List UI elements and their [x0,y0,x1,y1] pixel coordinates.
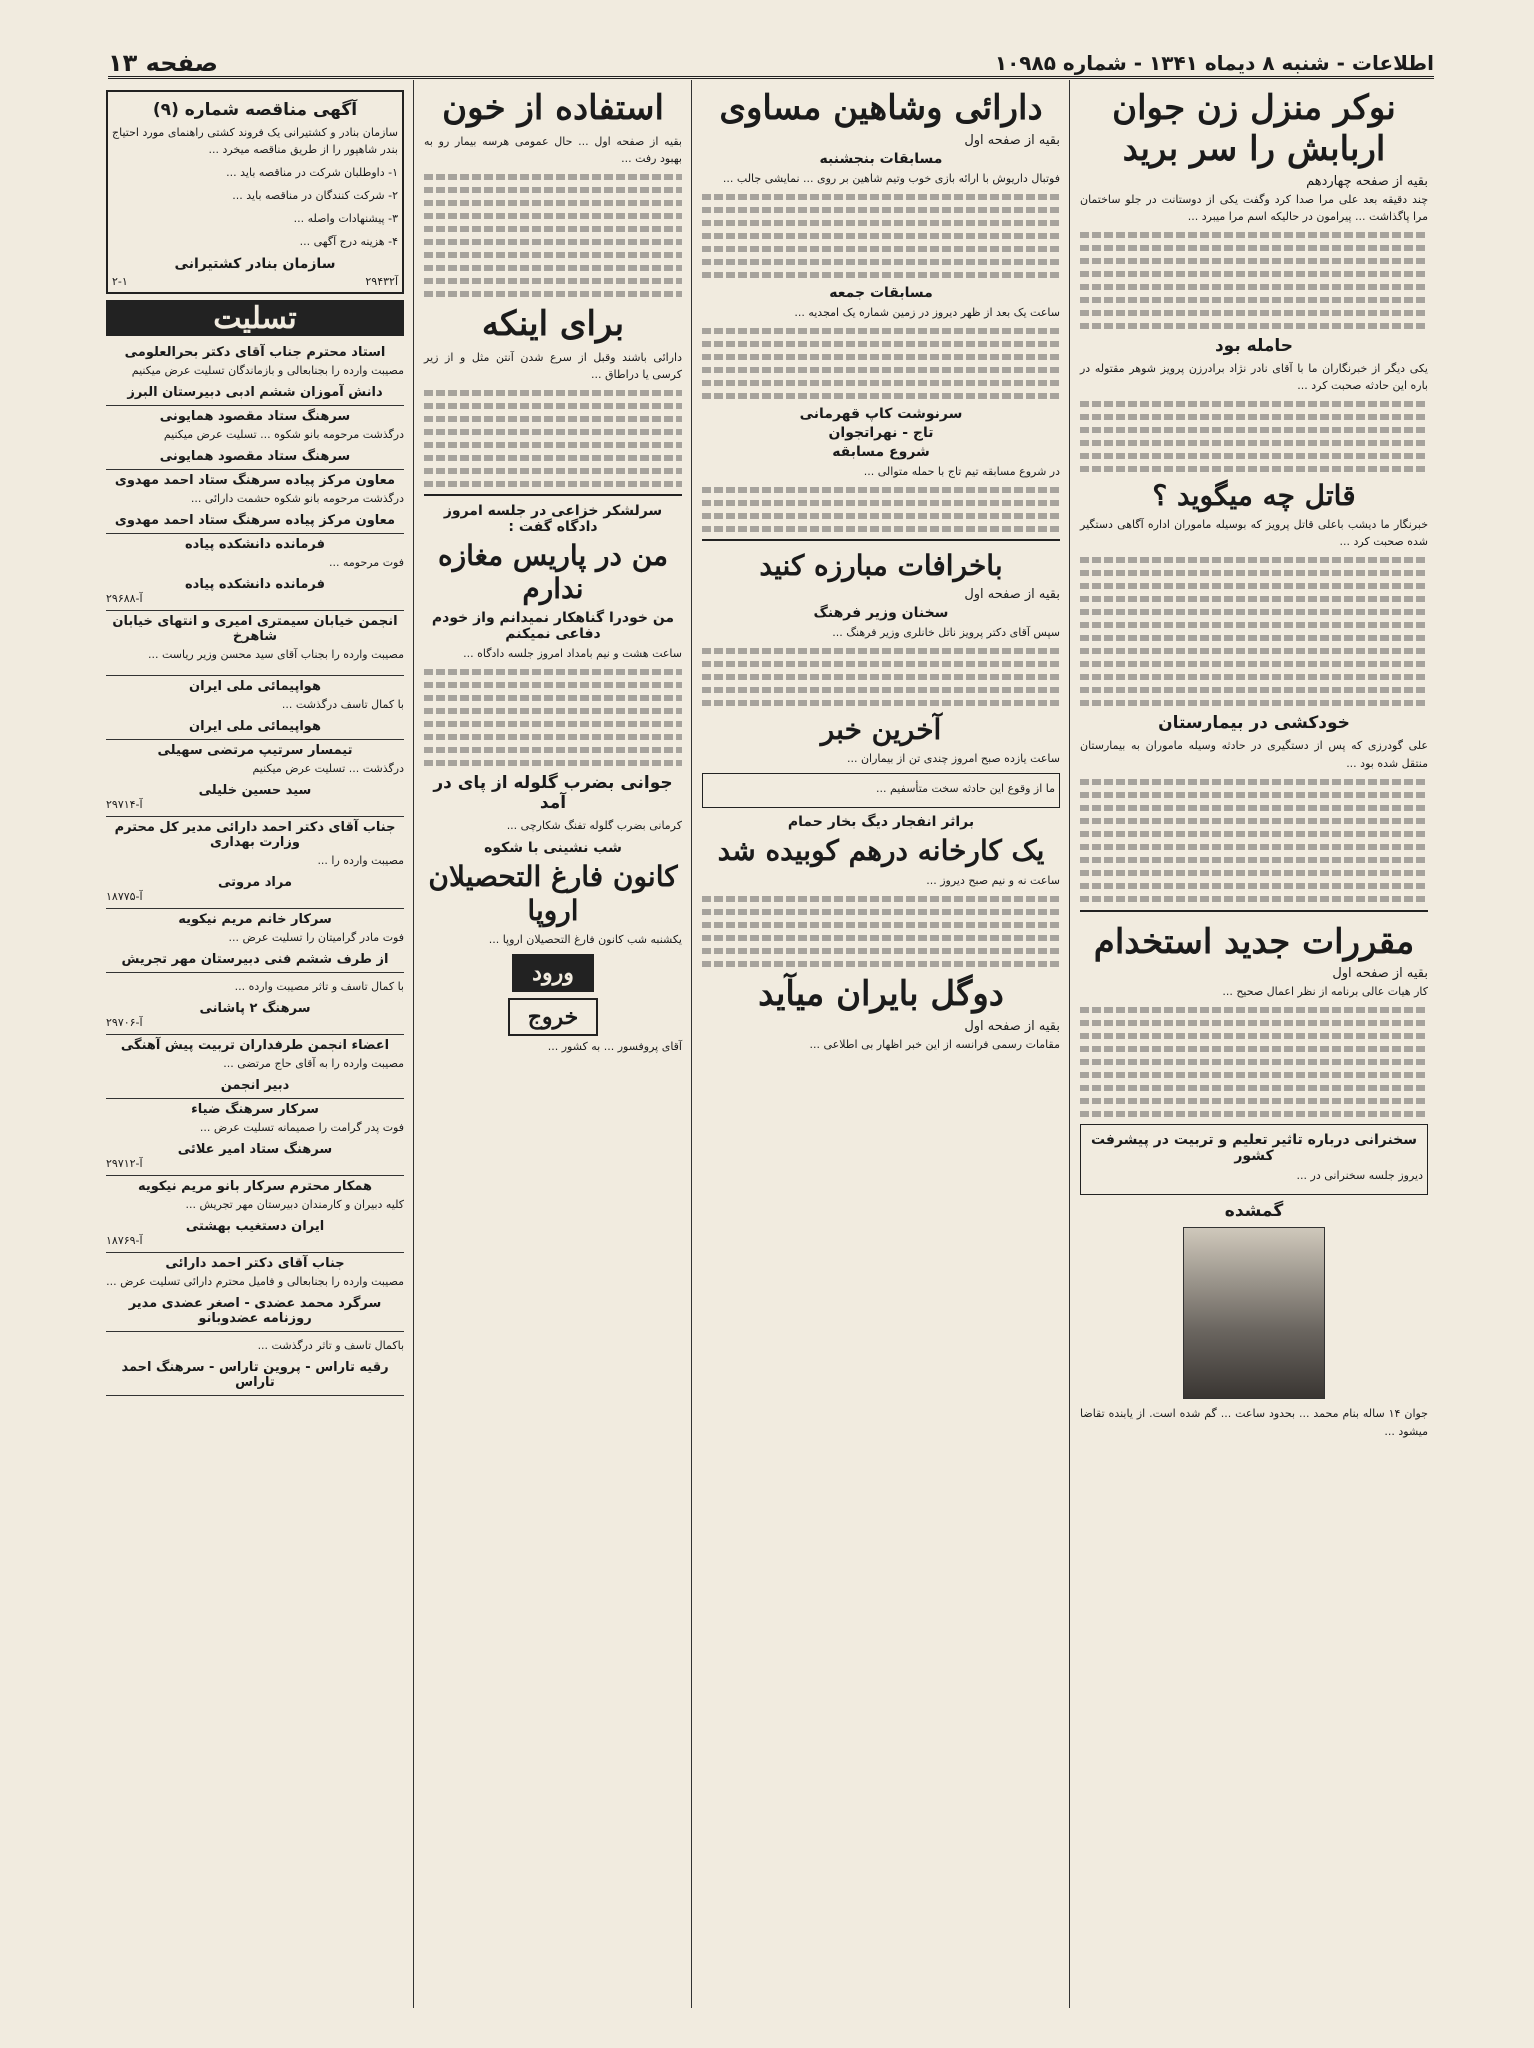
sports-sub-friday: مسابقات جمعه [829,284,933,301]
superstition-kicker: بقیه از صفحه اول [964,586,1060,602]
trial-kicker: سرلشکر خزاعی در جلسه امروز دادگاه گفت : [443,502,663,535]
tender-point-2: ۲- شرکت کنندگان در مناقصه باید ... [232,189,398,203]
condolence-notice-ref: آ-۲۹۶۸۸ [106,592,143,606]
trial-subhead: من خودرا گناهکار نمیدانم واز خودم دفاعی نمیکنم [431,609,675,642]
condolence-notice-title: سرهنگ ستاد مقصود همایونی [159,409,351,425]
tender-point-3: ۳- پیشنهادات واصله ... [293,212,398,226]
column-blood-and-trial [418,80,688,2008]
arrivals-badge: ورود [512,954,594,992]
lecture-box [1080,1124,1428,1195]
condolence-notice [106,1332,404,1396]
condolence-notice-signature: مراد مروتی [217,874,293,890]
missing-person-photo [1183,1227,1325,1399]
condolence-notice-signature: رقیه تاراس - پروین تاراس - سرهنگ احمد تاراس [121,1359,389,1390]
bullet-body: کرمانی بضرب گلوله تفنگ شکارچی ... [506,819,682,833]
factory-body: ساعت نه و نیم صبح دیروز ... [926,873,1060,887]
superstition-sub: سخنان وزیر فرهنگ [813,604,949,621]
condolence-notice-title: جناب آقای دکتر احمد دارائی [165,1255,345,1271]
tender-body: سازمان بنادر و کشتیرانی یک فروند کشتی راهنمای مورد احتیاج بندر شاهپور را از طریق مناقصه میخرد ... [112,126,398,157]
club-body: یکشنبه شب کانون فارغ التحصیلان اروپا ... [488,933,682,947]
condolence-banner: تسلیت [106,300,404,336]
tender-title: آگهی مناقصه شماره (۹) [152,100,358,120]
lead-body: چند دقیقه بعد علی مرا صدا کرد وگفت یکی از دوستانت در جلو ساختمان مرا پاگذاشت ... پیرامون در حالیکه اسم مرا میبرد ... [1080,192,1428,223]
condolence-notice [106,406,404,470]
lecture-headline: سخنرانی درباره تاثیر تعلیم و تربیت در پیشرفت کشور [1090,1132,1418,1165]
masthead [108,50,1434,79]
subhead-hospital-suicide: خودکشی در بیمارستان [1158,713,1350,734]
condolence-notice [106,1035,404,1099]
blood-body: بقیه از صفحه اول ... حال عمومی هرسه بیمار رو به بهبود رفت ... [424,134,682,165]
subhead-killer-body: خبرنگار ما دیشب باعلی قاتل پرویز که بوسیله ماموران اداره آگاهی دستگیر شده صحبت کرد ... [1080,518,1428,549]
superstition-headline: باخرافات مبارزه کنید [759,548,1003,582]
condolence-notice-signature: ایران دستغیب بهشتی [185,1218,325,1234]
condolence-notice-title: اعضاء انجمن طرفداران تربیت پیش آهنگی [120,1037,390,1053]
factory-headline: یک کارخانه درهم کوبیده شد [717,834,1045,868]
degaulle-body: مقامات رسمی فرانسه از این خبر اظهار بی اطلاعی ... [809,1037,1060,1051]
condolence-notice-title: معاون مرکز پیاده سرهنگ ستاد احمد مهدوی [114,473,396,489]
trial-section [424,494,682,766]
regulations-kicker: بقیه از صفحه اول [1332,966,1428,982]
departures-badge: خروج [508,998,599,1036]
condolence-notice [106,1253,404,1332]
condolence-notice [106,1099,404,1176]
column-sports [696,80,1066,2008]
condolence-notice-title: تیمسار سرتیپ مرتضی سهیلی [157,742,353,758]
condolence-notice-body: کلیه دبیران و کارمندان دبیرستان مهر تجریش ... [185,1197,404,1211]
condolence-notice [106,470,404,534]
departures-body: آقای پروفسور ... به کشور ... [547,1040,682,1054]
condolence-notice-signature: دبیر انجمن [220,1077,290,1093]
bullet-headline: جوانی بضرب گلوله از پای در آمد [433,773,673,814]
condolence-notice-body: مصیبت وارده را به آقای حاج مرتضی ... [223,1056,404,1070]
condolence-notice-body: درگذشت مرحومه بانو شکوه حشمت دارائی ... [190,492,404,506]
condolence-notice-signature: سید حسین خلیلی [198,782,312,798]
condolence-notice-body: فوت مرحومه ... [328,556,404,570]
court-box-text: ما از وقوع این حادثه سخت متأسفیم ... [876,782,1055,796]
condolence-notice-signature: معاون مرکز پیاده سرهنگ ستاد احمد مهدوی [114,513,396,529]
condolence-notice-ref: آ-۲۹۷۰۶ [106,1015,143,1029]
court-box [702,773,1060,808]
condolence-notice-signature: دانش آموزان ششم ادبی دبیرستان البرز [127,385,383,401]
column-notices [100,80,410,2008]
condolence-notice-body: مصیبت وارده را بجنابعالی و بازماندگان تسلیت عرض میکنیم [131,364,404,378]
for-this-body: دارائی باشند وقبل از سرع شدن آنتن مثل و از زیر کرسی یا دراطاق ... [424,350,682,381]
tender-signature: سازمان بنادر کشتیرانی [174,256,336,273]
missing-person-body: جوان ۱۴ ساله بنام محمد ... بحدود ساعت ... گم شده است. از یابنده تقاضا میشود ... [1080,1407,1428,1438]
condolence-notice [106,909,404,973]
for-this-headline: برای اینکه [481,303,625,344]
condolence-notice [106,611,404,675]
condolence-notice-body: باکمال تاسف و تاثر درگذشت ... [257,1338,404,1352]
sports-body-thursday: فوتبال داریوش با ارائه بازی خوب وتیم شاهین بر روی ... نمایشی جالب ... [722,171,1060,185]
condolence-notice-ref: آ-۲۹۷۱۴ [106,797,143,811]
sports-kicker: بقیه از صفحه اول [964,132,1060,148]
tender-ad [106,90,404,294]
condolence-notice-body: فوت پدر گرامت را صمیمانه تسلیت عرض ... [199,1120,404,1134]
sports-sub-taj: تاج - نهراتجوان [828,424,934,441]
condolence-notice-body: مصیبت وارده را ... [317,853,404,867]
condolence-list [106,342,404,1396]
condolence-notice-ref: آ-۱۸۷۷۵ [106,889,143,903]
blood-headline: استفاده از خون [442,88,664,128]
subhead-pregnant: حامله بود [1214,335,1294,356]
condolence-notice-title: انجمن خیابان سیمتری امیری و انتهای خیابان شاهرخ [112,614,398,645]
condolence-notice-title: فرمانده دانشکده پیاده [184,537,326,553]
condolence-notice-title: سرکار خانم مریم نیکویه [178,911,332,927]
sports-sub-cup: سرنوشت کاپ قهرمانی [799,405,963,422]
last-news-headline: آخرین خبر [820,712,942,746]
tender-ref-2: ۲-۱ [112,275,128,289]
regulations-headline: مقررات جدید استخدام [1093,921,1415,962]
condolence-notice-body: با کمال تاسف و تاثر مصیبت وارده ... [234,979,404,993]
condolence-notice-body: درگذشت ... تسلیت عرض میکنیم [252,761,404,775]
condolence-notice [106,676,404,740]
tender-point-1: ۱- داوطلبان شرکت در مناقصه باید ... [226,166,398,180]
publication-line: اطلاعات - شنبه ۸ دیماه ۱۳۴۱ - شماره ۱۰۹۸۵ [994,51,1434,75]
condolence-notice-title: هواپیمائی ملی ایران [189,678,321,694]
condolence-notice [106,740,404,817]
condolence-notice [106,973,404,1035]
sports-headline: دارائی وشاهین مساوی [719,88,1043,128]
superstition-section [702,539,1060,1053]
condolence-notice-signature: سرگرد محمد عضدی - اصغر عضدی مدیر روزنامه عضدوبانو [128,1295,382,1326]
factory-kicker: براثر انفجار دیگ بخار حمام [787,814,975,831]
condolence-notice-body: مصیبت وارده را بجناب آقای سید محسن وزیر ریاست ... [148,648,404,662]
condolence-notice-signature: سرهنگ ستاد مقصود همایونی [159,449,351,465]
sports-sub-start: شروع مسابقه [832,443,930,460]
last-news-body: ساعت یازده صبح امروز چندی تن از بیماران ... [846,752,1060,766]
regulations-section [1080,910,1428,1440]
condolence-notice-signature: سرهنگ ستاد امیر علائی [177,1141,333,1157]
superstition-body: سپس آقای دکتر پرویز ناتل خانلری وزیر فرهنگ ... [832,625,1060,639]
condolence-notice-signature: سرهنگ ۲ پاشانی [199,1000,311,1016]
regulations-body: کار هیات عالی برنامه از نظر اعمال صحیح ... [1222,985,1428,999]
condolence-notice-ref: آ-۲۹۷۱۲ [106,1156,143,1170]
column-lead-story [1074,80,1434,2008]
condolence-notice-body: با کمال تاسف درگذشت ... [281,697,404,711]
sports-body-friday: ساعت یک بعد از ظهر دیروز در زمین شماره یک امجدیه ... [794,305,1060,319]
condolence-notice [106,534,404,611]
condolence-notice-body: فوت مادر گرامیتان را تسلیت عرض ... [228,930,404,944]
subhead-hospital-body: علی گودرزی که پس از دستگیری در حادثه وسیله ماموران به بیمارستان منتقل شده بود ... [1080,739,1428,770]
subhead-pregnant-body: یکی دیگر از خبرنگاران ما با آقای نادر نژاد برادرزن پرویز شوهر مقتوله در باره این حادثه صحبت کرد ... [1080,361,1428,392]
lead-kicker: بقیه از صفحه چهاردهم [1306,173,1428,189]
lecture-body: دیروز جلسه سخنرانی در ... [1296,1169,1423,1183]
condolence-notice-title: سرکار سرهنگ ضیاء [191,1101,319,1117]
sports-sub-thursday: مسابقات بنجشنبه [819,150,943,167]
condolence-notice-title: استاد محترم جناب آقای دکتر بحرالعلومی [124,345,386,361]
degaulle-kicker: بقیه از صفحه اول [964,1018,1060,1034]
condolence-notice-title: همکار محترم سرکار بانو مریم نیکویه [137,1178,373,1194]
condolence-notice [106,342,404,406]
condolence-notice [106,817,404,909]
condolence-notice-body: مصیبت وارده را بجنابعالی و فامیل محترم دارائی تسلیت عرض ... [106,1274,404,1288]
condolence-notice-signature: از طرف ششم فنی دبیرستان مهر تجریش [121,951,389,967]
club-headline: کانون فارغ التحصیلان اروپا [428,860,678,927]
condolence-notice-ref: آ-۱۸۷۶۹ [106,1233,143,1247]
tender-ref: آ۲۹۴۳۲ [365,275,398,289]
trial-body: ساعت هشت و نیم بامداد امروز جلسه دادگاه ... [463,646,682,660]
condolence-notice-signature: هواپیمائی ملی ایران [189,718,321,734]
condolence-notice-signature: فرمانده دانشکده پیاده [184,577,326,593]
trial-headline: من در پاریس مغازه ندارم [437,538,669,606]
degaulle-headline: دوگل بایران میآید [758,973,1004,1014]
subhead-killer-says: قاتل چه میگوید ؟ [1152,478,1356,512]
condolence-notice [106,1176,404,1253]
condolence-notice-title: جناب آقای دکتر احمد دارائی مدیر کل محترم وزارت بهداری [114,819,396,850]
lead-body-lines [1080,232,1428,329]
condolence-notice-body: درگذشت مرحومه بانو شکوه ... تسلیت عرض میکنیم [163,428,404,442]
club-kicker: شب نشینی با شکوه [484,840,622,857]
lead-headline: نوکر منزل زن جوان اربابش را سر برید [1112,88,1396,169]
tender-point-4: ۴- هزینه درج آگهی ... [299,235,398,249]
page-number: صفحه ۱۳ [108,49,218,77]
missing-person-title: گمشده [1224,1201,1284,1222]
sports-body-start: در شروع مسابقه تیم تاج با حمله متوالی ... [863,464,1060,478]
